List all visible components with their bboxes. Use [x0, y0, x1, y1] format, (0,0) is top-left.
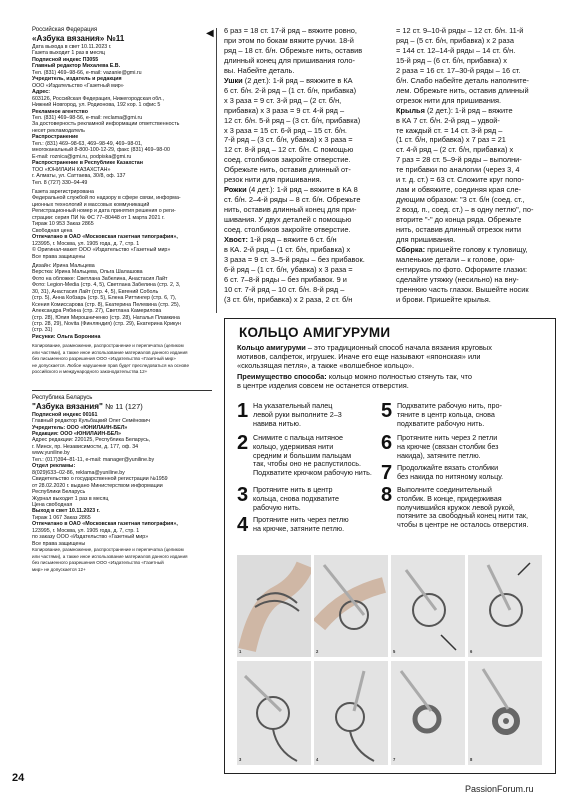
text-line: соед. столбиков закройте отверстие. — [224, 225, 351, 235]
imprint-line: Свидетельство о государственной регистрации №1959 — [32, 476, 168, 483]
text-line: 6 ст. 7–8-й ряды – без прибавок. 9 и — [224, 274, 347, 284]
text-line: 2 возд. п., соед. ст.) – в одну петлю", по- — [396, 205, 534, 215]
imprint-line: Тираж 10 953 Заказ 2865 — [32, 221, 94, 228]
pattern-text-column-right — [396, 26, 556, 314]
photo-caption: 6 — [470, 649, 473, 654]
imprint-line: Копирование, размножение, распространение и перепечатка (целиком — [32, 547, 184, 553]
imprint-line: Отдел рекламы: — [32, 463, 76, 470]
imprint-line: 603126, Российская Федерация, Нижегородская обл., — [32, 95, 165, 102]
text-line: ентируясь по фото. Оформите глазки: — [396, 264, 528, 274]
text-line: лам и обвяжите, соединяя края сле- — [396, 185, 522, 195]
imprint-line: Фото на обложке: Светлана Забелина, Анастасия Лайт — [32, 275, 168, 282]
text-line: 6 ст. б/н. 2-й ряд – (1 ст. б/н, прибавка) — [224, 85, 357, 95]
photo-caption: 1 — [239, 649, 242, 654]
text-line: те прибавки по аналогии (через 3, 4 — [396, 165, 520, 175]
imprint-line: Газета зарегистрирована — [32, 188, 94, 195]
imprint-line: (стр. 28, 29), Novita (Финляндия) (стр. 29), Екатерина Крикун — [32, 321, 181, 328]
text-line: длинный конец для пришивания голо- — [224, 55, 355, 65]
imprint-line: 8(029)633–02-86, reklama@yuniline.by — [32, 469, 125, 476]
imprint-line: Адрес редакции: 220125, Республика Беларусь, — [32, 437, 151, 444]
text-line: в КА 7 ст. б/н. 2-й ряд – удвой- — [396, 115, 500, 125]
text-line: те каждый ст. = 14 ст. 3-й ряд – — [396, 125, 503, 135]
imprint-line: Копирование, размножение, распространение и перепечатка (целиком — [32, 343, 184, 349]
imprint-line: Редакция: ООО «ЮНИЛАЙН-БЕЛ» — [32, 431, 121, 438]
text-line: резок нити для пришивания. — [224, 175, 322, 185]
text-line: Рожки (4 дет.): 1-й ряд – вяжите в КА 8 — [224, 185, 358, 195]
box-intro: Кольцо амигуруми – это традиционный способ начала вязания круговых мотивов, салфеток, игрушек. Иначе его еще называют «японская» или «скользящая петля», а также «волшебное кольцо». Преимущество способа: кольцо можно полностью стянуть так, что в центре изделия совсем не останется отверстия. — [237, 343, 492, 390]
imprint-line: Тел. (831) 469–98-56, e-mail: reclama@gmi.ru — [32, 114, 143, 121]
imprint-line: Распространение — [32, 134, 79, 141]
imprint-line: российского и международного законодательства 12+ — [32, 369, 148, 375]
text-line: 6-й ряд – (1 ст. б/н, убавка) х 3 раза = — [224, 264, 353, 274]
text-line: Обрежьте нить, оставив длинный от- — [224, 165, 351, 175]
rf-magazine-title: «Азбука вязания» №11 — [32, 34, 125, 43]
imprint-line: Все права защищены — [32, 253, 86, 260]
box-title: КОЛЬЦО АМИГУРУМИ — [239, 325, 391, 340]
imprint-line: Дата выхода в свет 10.11.2023 г. — [32, 44, 112, 50]
imprint-line: Отпечатано в ОАО «Московская газетная типография», — [32, 234, 178, 241]
text-line: ст. б/н. 2–4-й ряды – 8 ст. б/н. Обрежьте — [224, 195, 361, 205]
text-line: (3 ст. б/н, прибавка) х 2 раза, 2 ст. б/н — [224, 294, 353, 304]
imprint-line: Учредитель: ООО «ЮНИЛАЙН-БЕЛ» — [32, 424, 128, 431]
imprint-line: Журнал выходит 1 раз в месяц — [32, 495, 109, 502]
text-line: треннюю часть глазок. Вышейте носик — [396, 284, 529, 294]
step-photo-6 — [468, 555, 542, 657]
imprint-line: © Оригинал-макет ООО «Издательство «Газетный мир» — [32, 247, 171, 254]
imprint-line: Главный редактор Михалева Е.В. — [32, 63, 121, 70]
imprint-line: не допускается. Любое нарушение прав будет преследоваться на основе — [32, 362, 190, 368]
text-line: б/н. Слабо набейте деталь наполните- — [396, 75, 530, 85]
imprint-line: мир» не допускается 12+ — [32, 566, 86, 572]
imprint-line: Фото: Legion-Media (стр. 4, 5), Светлана Забелина (стр. 2, 3, — [32, 282, 181, 289]
text-line: шивания. У двух деталей с помощью — [224, 215, 352, 225]
imprint-line: или частями), а также иное использование материалов данного издания — [32, 349, 188, 355]
step-photo-3 — [237, 661, 311, 765]
imprint-line: или частями), а также иное использование материалов данного издания — [32, 553, 188, 559]
text-line: 12 ст. б/н. 5-й ряд – (3 ст. б/н, прибавка) — [224, 115, 361, 125]
imprint-line: Тел. (831) 469–98-66, e-mail: vazanie@gmi.ru — [32, 69, 142, 76]
imprint-divider — [32, 390, 212, 391]
text-line: нить, оставив длинный отрезок нити — [396, 225, 522, 235]
text-line: при этом по бокам вяжите ручки. 18-й — [224, 35, 354, 45]
imprint-line: Александра Рябина (стр. 27), Светлана Камерилова — [32, 308, 162, 315]
imprint-line: (стр. 31) — [32, 327, 53, 334]
page-number: 24 — [12, 772, 25, 784]
text-line: (1 ст. б/н, прибавка) х 7 раз = 21 — [396, 135, 506, 145]
text-line: вторите "-" до конца ряда. Обрежьте — [396, 215, 522, 225]
text-line: ряд – 18 ст. б/н. Обрежьте нить, оставив — [224, 45, 363, 55]
rb-country: Республика Беларусь — [32, 394, 93, 401]
imprint-line: Ксения Комиссарова (стр. 8), Екатерина Пелевина (стр. 25), — [32, 301, 181, 308]
photo-caption: 4 — [316, 757, 319, 762]
imprint-line: Верстка: Ирина Мальцева, Ольга Шалашова — [32, 269, 143, 276]
imprint-line: Распространение в Республике Казахстан — [32, 160, 143, 167]
text-line: вы. Набейте деталь. — [224, 65, 295, 75]
imprint-line: Нижний Новгород, ул. Родионова, 192 кор. 1 офис 5 — [32, 102, 161, 109]
imprint-line: Свободная цена — [32, 227, 73, 234]
text-line: ст. 4-й ряд – (2 ст. б/н, прибавка) х — [396, 145, 514, 155]
imprint-line: Газета выходит 1 раз в месяц — [32, 50, 105, 57]
text-line: 12 ст. 8-й ряд – 12 ст. б/н. С помощью — [224, 145, 354, 155]
text-line: 6 раз = 18 ст. 17-й ряд – вяжите ровно, — [224, 26, 357, 35]
text-line: лем. Обрежьте нить, оставив длинный — [396, 85, 529, 95]
text-line: соед. столбиков закройте отверстие. — [224, 155, 351, 165]
imprint-line: Рекламное агентство — [32, 108, 88, 115]
imprint-line: Все права защищены — [32, 540, 86, 547]
step-photo-5 — [391, 555, 465, 657]
step-photo-7 — [391, 661, 465, 765]
imprint-line: ционных технологий и массовых коммуникаций — [32, 201, 150, 208]
text-line: 3 раза = 9 ст. 3–5-й ряды – без прибавок. — [224, 254, 365, 264]
imprint-line: Республики Беларусь — [32, 489, 86, 496]
rf-country: Российская Федерация — [32, 27, 98, 33]
photo-caption: 5 — [393, 649, 396, 654]
text-line: ряд – (5 ст. б/н, прибавка) х 2 раза — [396, 35, 514, 45]
imprint-line: Подписной индекс 00161 — [32, 411, 98, 418]
photo-caption: 3 — [239, 757, 242, 762]
text-line: и т. д. ст.) = 63 ст. Сложите круг попо- — [396, 175, 524, 185]
text-line: в КА. 2-й ряд – (1 ст. б/н, прибавка) х — [224, 244, 351, 254]
imprint-line: Дизайн: Ирина Мальцева — [32, 262, 95, 269]
photo-caption: 2 — [316, 649, 319, 654]
text-line: 15-й ряд – (6 ст. б/н, прибавка) х — [396, 55, 507, 65]
photo-caption: 8 — [470, 757, 473, 762]
imprint-line: Рисунки: Ольга Боронина — [32, 333, 101, 340]
imprint-line: www.yuniline.by — [32, 450, 70, 457]
imprint-line: Тел. 8 (727) 330–94-49 — [32, 179, 88, 186]
text-line: 10 ст. 7-й ряд – 10 ст. б/н. 8-й ряд – — [224, 284, 345, 294]
step-photo-2 — [314, 555, 388, 657]
imprint-line: Отпечатано в ОАО «Московская газетная типография», — [32, 521, 178, 528]
column-divider — [216, 28, 217, 313]
imprint-line: несет рекламодатель — [32, 127, 85, 134]
imprint-line: За достоверность рекламной информации ответственность — [32, 121, 180, 128]
text-line: для пришивания. — [396, 235, 456, 245]
text-line: Хвост: 1-й ряд – вяжите 6 ст. б/н — [224, 235, 337, 245]
text-line: х 3 раза = 15 ст. 6-й ряд – 15 ст. б/н. — [224, 125, 347, 135]
text-line: прибавка) х 3 раза = 9 ст. 4-й ряд – — [224, 105, 345, 115]
text-line: = 12 ст. 9–10-й ряды – 12 ст. б/н. 11-й — [396, 26, 524, 35]
imprint-line: 123995, г. Москва, ул. 1905 года, д. 7, стр. 1 — [32, 527, 140, 534]
imprint-line: г. Минск, пр. Независимости, д. 177, оф. 34 — [32, 443, 139, 450]
text-line: Ушки (2 дет.): 1-й ряд – вяжжите в КА — [224, 75, 353, 85]
triangle-marker-icon: ◀ — [206, 28, 214, 39]
text-line: Крылья (2 дет.): 1-й ряд – вяжите — [396, 105, 513, 115]
imprint-line: Учредитель, издатель и редакция — [32, 76, 122, 83]
rb-magazine-title: "Азбука вязания" № 11 (127) — [32, 401, 143, 411]
imprint-line: многоканальный 8-800-100-12-29, факс (831) 469–98-00 — [32, 147, 170, 154]
imprint-line: Цена свободная — [32, 502, 73, 508]
text-line: и брови. Пришейте крылья. — [396, 294, 491, 304]
imprint-line: без письменного разрешения ООО «Издательство «Газетный мир» — [32, 356, 176, 362]
imprint-line: без письменного разрешения ООО «Издательство «Газетный — [32, 560, 164, 566]
imprint-line: ООО «Издательство «Газетный мир» — [32, 82, 124, 89]
imprint-line: Главный редактор Кульбацкий Олег Семёнович — [32, 418, 150, 425]
imprint-line: E-mail: roznica@gmi.ru, podpiska@gmi.ru — [32, 153, 132, 160]
imprint-line: Подписной индекс П3055 — [32, 56, 99, 63]
text-line: Сборка: пришейте голову к туловищу, — [396, 244, 528, 254]
imprint-line: Регистрационный номер и дата принятия решения о реги- — [32, 208, 176, 215]
step-photo-8 — [468, 661, 542, 765]
imprint-line: Федеральной службой по надзору в сфере связи, информа- — [32, 195, 181, 202]
text-line: = 144 ст. 12–14-й ряды – 14 ст. б/н. — [396, 45, 516, 55]
imprint-line: Адрес: — [32, 89, 51, 96]
text-line: 7-й ряд – (3 ст. б/н, убавка) х 3 раза = — [224, 135, 353, 145]
imprint-line: г. Алматы, ул. Саттаева, 30/8, оф. 137 — [32, 173, 126, 180]
text-line: сделайте утяжку (несильно) на вну- — [396, 274, 519, 284]
watermark: PassionForum.ru — [465, 784, 534, 794]
pattern-text-column-middle — [224, 26, 399, 318]
text-line: нить, оставив длинный конец для при- — [224, 205, 357, 215]
text-line: дующим образом: "3 ст. б/н (соед. ст., — [396, 195, 525, 205]
imprint-line: ТОО «ЮНИЛАЙН КАЗАХСТАН» — [32, 166, 111, 173]
step-photo-1 — [237, 555, 311, 657]
photo-caption: 7 — [393, 757, 396, 762]
step-photo-4 — [314, 661, 388, 765]
imprint-line: 123995, г. Москва, ул. 1905 года, д. 7, стр. 1 — [32, 240, 140, 247]
imprint-line: от 28.02.2020 г. выдано Министерством информации — [32, 482, 163, 489]
imprint-line: (стр. 5), Анна Кобзарь (стр. 5), Елена Риттингер (стр. 6, 7), — [32, 295, 177, 302]
imprint-line: Выход в свет 10.11.2023 г. — [32, 508, 100, 515]
imprint-line: по заказу ООО «Издательство «Газетный мир» — [32, 534, 149, 541]
imprint-line: (стр. 28), Юлия Мирошниченко (стр. 28), Наталья Пламкина — [32, 314, 180, 321]
imprint-column — [32, 26, 212, 796]
text-line: 7 раз = 28 ст. 5–9-й ряды – выполни- — [396, 155, 522, 165]
amigurumi-ring-box: КОЛЬЦО АМИГУРУМИ Кольцо амигуруми – это традиционный способ начала вязания круговых мотивов, салфеток, игрушек. Иначе его еще называют «японская» или «скользящая петля», а также «волшебное кольцо». Преимущество способа: кольцо можно полностью стянуть так, что в центре изделия совсем не останется отверстия. 1 На указательный палец левой руки выполните 2–3 навива нитью. 2 Снимите с пальца нитяное кольцо, удерживая нити средним и большим пальцам так, чтобы оно не распустилось. Подхватите крючком рабочую нить. 3 Протяните нить в центр кольца, снова подхватите рабочую нить. 4 Протяните нить через петлю на крючке, затяните петлю. 5 Подхватите рабочую нить, про- тяните в центр кольца, снова подхватите рабочую нить. 6 Протяните нить через 2 петли на крючке (связан столбик без накида), затяните петлю. 7 Продолжайте вязать столбики без накида по нитяному кольцу. 8 Выполните соединительный столбик. В конце, придерживая получившийся кружок левой рукой, потяните за свободный конец нити так, чтобы в центре не осталось отверстия. 1 2 5 6 3 4 7 8 — [224, 318, 556, 774]
imprint-line: Тел.: (017)394–81-11, e-mail: manager@yuniline.by — [32, 456, 155, 463]
text-line: х 3 раза = 9 ст. 3-й ряд – (2 ст. б/н, — [224, 95, 342, 105]
imprint-line: Тел.: (831) 469–98-63, 469–98-49, 469–98-01, — [32, 140, 143, 147]
text-line: 2 раза = 16 ст. 17–30-й ряды – 16 ст. — [396, 65, 521, 75]
text-line: отрезок нити для пришивания. — [396, 95, 502, 105]
imprint-line: 30, 31), Анастасия Лайт (стр. 4, 5), Евгений Соболь — [32, 288, 159, 295]
imprint-line: Тираж 1 067 Заказ 2865 — [32, 514, 91, 521]
text-line: маленькие детали – к голове, ори- — [396, 254, 515, 264]
imprint-line: страции: серия ПИ № ФС 77–80448 от 1 марта 2021 г. — [32, 214, 165, 221]
